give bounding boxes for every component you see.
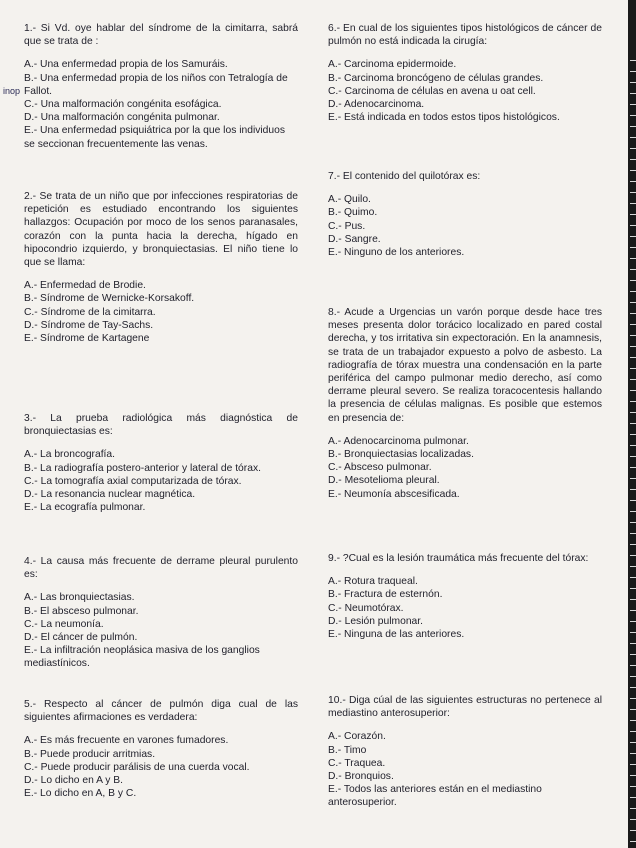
edge-tick (630, 137, 636, 138)
edge-tick (630, 566, 636, 567)
option-b: B.- Una enfermedad propia de los niños con Tetralogía de Fallot. (24, 72, 288, 97)
option-a: A.- Adenocarcinoma pulmonar. (328, 435, 469, 447)
option-c: C.- Carcinoma de células en avena u oat cell. (328, 85, 536, 97)
option-c: C.- La tomografía axial computarizada de tórax. (24, 475, 242, 487)
option-b: B.- La radiografía postero-anterior y lateral de tórax. (24, 462, 261, 474)
scan-edge (628, 0, 636, 848)
option-b: B.- Puede producir arritmias. (24, 748, 156, 760)
question-stem: 2.- Se trata de un niño que por infecciones respiratorias de repetición es estudiado encontrando los siguientes hallazgos: Ocupación por moco de los senos paranasales, corazón con la punta hacia la derecha, hígado en hipocondrio izquierdo, y bronquiectasias. El niño tiene lo que se llama: (24, 191, 298, 269)
edge-tick (630, 643, 636, 644)
edge-tick (630, 522, 636, 523)
edge-tick (630, 82, 636, 83)
edge-tick (630, 764, 636, 765)
edge-tick (630, 214, 636, 215)
edge-tick (630, 225, 636, 226)
option-e: E.- Ninguna de las anteriores. (328, 629, 465, 641)
edge-tick (630, 423, 636, 424)
edge-tick (630, 830, 636, 831)
question-4 (24, 555, 298, 671)
option-d: D.- Lo dicho en A y B. (24, 775, 124, 787)
options-list (328, 193, 602, 259)
option-e: E.- Una enfermedad psiquiátrica por la que los individuos se seccionan frecuentemente las venas. (24, 125, 286, 150)
question-1 (24, 22, 298, 151)
edge-tick (630, 676, 636, 677)
question-10 (328, 694, 602, 810)
option-c: C.- Neumotórax. (328, 602, 404, 614)
edge-tick (630, 621, 636, 622)
edge-tick (630, 368, 636, 369)
option-a: A.- Las bronquiectasias. (24, 592, 135, 604)
edge-tick (630, 511, 636, 512)
question-stem: 8.- Acude a Urgencias un varón porque desde hace tres meses presenta dolor torácico localizado en pared costal derecha, y tos irritativa sin expectoración. En la anamnesis, se trata de un trabajador expuesto a polvo de asbesto. La radiografía de tórax muestra una condensación en la parte periférica del campo pulmonar medio derecho, así como derrame pleural severo. Se realiza toracocentesis hallando la presencia de células malignas. Es posible que estemos en presencia de: (328, 307, 602, 424)
option-e: E.- Todos las anteriores están en el mediastino anterosuperior. (328, 784, 542, 809)
edge-tick (630, 390, 636, 391)
edge-tick (630, 71, 636, 72)
edge-tick (630, 291, 636, 292)
edge-tick (630, 489, 636, 490)
edge-tick (630, 456, 636, 457)
edge-tick (630, 357, 636, 358)
question-7 (328, 170, 602, 259)
edge-tick (630, 709, 636, 710)
edge-tick (630, 478, 636, 479)
question-stem: 5.- Respecto al cáncer de pulmón diga cual de las siguientes afirmaciones es verdadera: (24, 699, 298, 724)
edge-tick (630, 115, 636, 116)
edge-tick (630, 148, 636, 149)
edge-tick (630, 236, 636, 237)
option-d: D.- Lesión pulmonar. (328, 615, 424, 627)
question-stem: 9.- ?Cual es la lesión traumática más frecuente del tórax: (328, 553, 589, 564)
option-b: B.- Fractura de esternón. (328, 589, 443, 601)
edge-tick (630, 104, 636, 105)
options-list (328, 58, 602, 124)
question-2 (24, 190, 298, 345)
options-list (328, 575, 602, 641)
option-d: D.- El cáncer de pulmón. (24, 632, 138, 644)
option-d: D.- Sangre. (328, 233, 381, 245)
edge-tick (630, 577, 636, 578)
edge-tick (630, 808, 636, 809)
question-stem: 3.- La prueba radiológica más diagnóstica de bronquiectasias es: (24, 413, 298, 438)
options-list (24, 591, 298, 670)
edge-tick (630, 544, 636, 545)
option-d: D.- Mesotelioma pleural. (328, 475, 440, 487)
option-a: A.- La broncografía. (24, 449, 116, 461)
edge-tick (630, 192, 636, 193)
edge-tick (630, 159, 636, 160)
edge-tick (630, 500, 636, 501)
edge-tick (630, 753, 636, 754)
options-list (24, 734, 298, 800)
option-d: D.- Bronquios. (328, 771, 394, 783)
edge-tick (630, 170, 636, 171)
option-a: A.- Es más frecuente en varones fumadores. (24, 735, 229, 747)
option-b: B.- Timo (328, 744, 367, 756)
question-stem: 7.- El contenido del quilotórax es: (328, 171, 481, 182)
edge-tick (630, 742, 636, 743)
option-c: C.- Síndrome de la cimitarra. (24, 306, 156, 318)
option-b: B.- Quimo. (328, 207, 378, 219)
edge-tick (630, 346, 636, 347)
option-b: B.- Carcinoma broncógeno de células grandes. (328, 72, 544, 84)
edge-tick (630, 588, 636, 589)
option-a: A.- Quilo. (328, 194, 371, 206)
options-list (328, 730, 602, 809)
edge-tick (630, 203, 636, 204)
option-e: E.- Está indicada en todos estos tipos histológicos. (328, 112, 560, 124)
edge-tick (630, 775, 636, 776)
edge-tick (630, 467, 636, 468)
edge-tick (630, 93, 636, 94)
option-e: E.- Neumonía abscesificada. (328, 488, 460, 500)
edge-tick (630, 247, 636, 248)
question-stem: 4.- La causa más frecuente de derrame pleural purulento es: (24, 556, 298, 581)
option-e: E.- Lo dicho en A, B y C. (24, 788, 137, 800)
option-a: A.- Enfermedad de Brodie. (24, 280, 146, 292)
option-e: E.- Ninguno de los anteriores. (328, 247, 465, 259)
question-stem: 10.- Diga cúal de las siguientes estructuras no pertenece al mediastino anterosuperior: (328, 695, 602, 720)
edge-tick (630, 126, 636, 127)
option-e: E.- La infiltración neoplásica masiva de los ganglios mediastínicos. (24, 645, 260, 670)
edge-tick (630, 687, 636, 688)
edge-tick (630, 60, 636, 61)
option-b: B.- Síndrome de Wernicke-Korsakoff. (24, 293, 195, 305)
question-5 (24, 698, 298, 800)
edge-tick (630, 555, 636, 556)
edge-tick (630, 269, 636, 270)
edge-tick (630, 665, 636, 666)
edge-tick (630, 819, 636, 820)
question-6 (328, 22, 602, 124)
option-a: A.- Una enfermedad propia de los Samuráis. (24, 59, 228, 71)
edge-tick (630, 258, 636, 259)
edge-tick (630, 654, 636, 655)
edge-tick (630, 324, 636, 325)
question-stem: 6.- En cual de los siguientes tipos histológicos de cáncer de pulmón no está indicada la cirugía: (328, 23, 602, 48)
edge-tick (630, 599, 636, 600)
option-e: E.- La ecografía pulmonar. (24, 502, 146, 514)
option-d: D.- La resonancia nuclear magnética. (24, 489, 196, 501)
option-c: C.- La neumonía. (24, 618, 104, 630)
edge-tick (630, 533, 636, 534)
options-list (328, 435, 602, 501)
edge-tick (630, 797, 636, 798)
option-c: C.- Pus. (328, 220, 366, 232)
option-b: B.- Bronquiectasias localizadas. (328, 449, 474, 461)
edge-tick (630, 379, 636, 380)
question-stem: 1.- Si Vd. oye hablar del síndrome de la cimitarra, sabrá que se trata de : (24, 23, 298, 48)
option-d: D.- Una malformación congénita pulmonar. (24, 112, 220, 124)
option-a: A.- Corazón. (328, 731, 386, 743)
edge-tick (630, 720, 636, 721)
options-list (24, 448, 298, 514)
question-3 (24, 412, 298, 514)
option-a: A.- Carcinoma epidermoide. (328, 59, 457, 71)
edge-tick (630, 434, 636, 435)
edge-tick (630, 280, 636, 281)
edge-tick (630, 731, 636, 732)
edge-tick (630, 841, 636, 842)
options-list (24, 279, 298, 345)
edge-tick (630, 181, 636, 182)
question-9 (328, 552, 602, 641)
option-c: C.- Puede producir parálisis de una cuerda vocal. (24, 761, 250, 773)
edge-tick (630, 632, 636, 633)
edge-tick (630, 302, 636, 303)
edge-tick (630, 335, 636, 336)
options-list (24, 58, 298, 150)
option-d: D.- Adenocarcinoma. (328, 99, 425, 111)
handwritten-mark: inop (3, 86, 21, 96)
edge-tick (630, 786, 636, 787)
option-e: E.- Síndrome de Kartagene (24, 333, 150, 345)
edge-tick (630, 445, 636, 446)
edge-tick (630, 313, 636, 314)
option-a: A.- Rotura traqueal. (328, 576, 418, 588)
option-c: C.- Traquea. (328, 757, 386, 769)
option-c: C.- Absceso pulmonar. (328, 462, 432, 474)
option-d: D.- Síndrome de Tay-Sachs. (24, 319, 154, 331)
question-8 (328, 306, 602, 501)
option-b: B.- El absceso pulmonar. (24, 605, 139, 617)
edge-tick (630, 401, 636, 402)
edge-tick (630, 412, 636, 413)
edge-tick (630, 610, 636, 611)
option-c: C.- Una malformación congénita esofágica. (24, 99, 222, 111)
edge-tick (630, 698, 636, 699)
